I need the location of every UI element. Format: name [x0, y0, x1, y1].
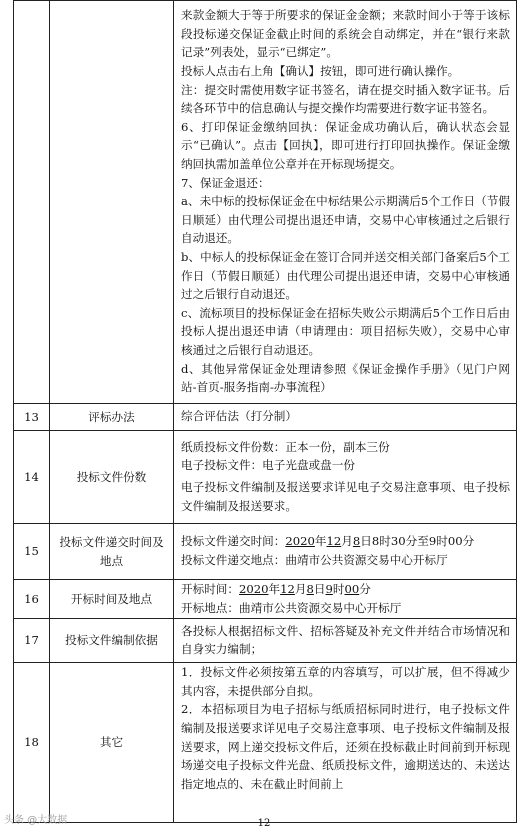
- paper-copies-text: 纸质投标文件份数：正本一份，副本三份: [181, 439, 390, 454]
- tender-info-table: [13, 0, 517, 823]
- deposit-refund-a: a、未中标的投标保证金在中标结果公示期满后5个工作日（节假日顺延）由代理公司提出退还申请，交易中心审核通过之后银行自动退还。: [181, 194, 510, 246]
- submission-place-text: 投标文件递交地点：曲靖市公共资源交易中心开标厅: [181, 553, 448, 567]
- table-row: [14, 404, 517, 431]
- row-content: [174, 663, 517, 823]
- table-row: [14, 619, 517, 663]
- table-row: [14, 431, 517, 524]
- table-row: [14, 1, 517, 404]
- row-number: 14: [14, 431, 50, 524]
- row-label: 投标文件递交时间及地点: [50, 524, 174, 580]
- deposit-refund-d: d、其他异常保证金处理请参照《保证金操作手册》（见门户网站-首页-服务指南-办事流程）: [181, 361, 510, 395]
- row-label: 投标文件编制依据: [50, 619, 174, 663]
- deposit-refund-heading: 7、保证金退还：: [181, 175, 270, 190]
- deposit-receipt-text: 6、打印保证金缴纳回执：保证金成功确认后，确认状态会显示“已确认”。点击【回执】，即可进行打印回执操作。保证金缴纳回执需加盖单位公章并在开标现场提交。: [181, 119, 510, 172]
- watermark: 头条 @大数据: [4, 815, 68, 826]
- other-item-1: 1．投标文件必须按第五章的内容填写，可以扩展，但不得减少其内容，未提供部分自拟。: [181, 665, 510, 698]
- deposit-refund-c: c、流标项目的投标保证金在招标失败公示期满后5个工作日后由投标人提出退还申请（申请理由：项目招标失败），交易中心审核通过之后银行自动退还。: [181, 305, 510, 357]
- row-label: 投标文件份数: [50, 431, 174, 524]
- row-content: [174, 619, 517, 663]
- evaluation-method-text: 综合评估法（打分制）: [181, 409, 297, 424]
- row-label: 其它: [50, 663, 174, 823]
- row-label: 评标办法: [50, 404, 174, 431]
- row-content: [174, 431, 517, 524]
- row-number: 17: [14, 619, 50, 663]
- row-number: [14, 1, 50, 404]
- electronic-copy-text: 电子投标文件：电子光盘或盘一份: [181, 458, 355, 473]
- table-row: [14, 663, 517, 823]
- submission-time-text: 投标文件递交时间：2020年12月8日8时30分至9时00分: [181, 534, 475, 549]
- row-label: [50, 1, 174, 404]
- row-number: 13: [14, 404, 50, 431]
- deposit-note-text: 注：提交时需使用数字证书签名，请在提交时插入数字证书。后续各环节中的信息确认与提交操作均需要进行数字证书签名。: [181, 82, 510, 116]
- row-content: [174, 404, 517, 431]
- page-number: 12: [257, 818, 271, 829]
- opening-time-text: 开标时间：2020年12月8日9时00分: [181, 582, 371, 596]
- row-label: 开标时间及地点: [50, 580, 174, 619]
- deposit-refund-b: b、中标人的投标保证金在签订合同并送交相关部门备案后5个工作日（节假日顺延）由代理公司提出退还申请，交易中心审核通过之后银行自动退还。: [181, 249, 510, 302]
- other-item-2: 2．本招标项目为电子招标与纸质招标同时进行，电子投标文件编制及报送要求详见电子交易注意事项、电子投标文件编制及报送要求，网上递交投标文件后，还须在投标截止时间前到开标现场递交电子投标文件光盘、纸质投标文件，逾期送达的、未送达指定地点的、未在截止时间前上: [181, 702, 510, 791]
- row-number: 18: [14, 663, 50, 823]
- electronic-requirements-text: 电子投标文件编制及报送要求详见电子交易注意事项、电子投标文件编制及报送要求。: [181, 480, 510, 513]
- deposit-confirm-text: 投标人点击右上角【确认】按钮，即可进行确认操作。: [181, 64, 460, 79]
- row-content-deposit: [174, 1, 517, 404]
- row-content: [174, 524, 517, 580]
- table-row: [14, 580, 517, 619]
- row-number: 16: [14, 580, 50, 619]
- deposit-binding-text: 来款金额大于等于所要求的保证金金额；来款时间小于等于该标段投标递交保证金截止时间的系统会自动绑定，并在“银行来款记录”列表处，显示“已绑定”。: [181, 8, 510, 60]
- opening-place-text: 开标地点：曲靖市公共资源交易中心开标厅: [181, 600, 402, 615]
- table-row: [14, 524, 517, 580]
- preparation-basis-text: 各投标人根据招标文件、招标答疑及补充文件并结合市场情况和自身实力编制；: [181, 623, 510, 657]
- row-number: 15: [14, 524, 50, 580]
- row-content: [174, 580, 517, 619]
